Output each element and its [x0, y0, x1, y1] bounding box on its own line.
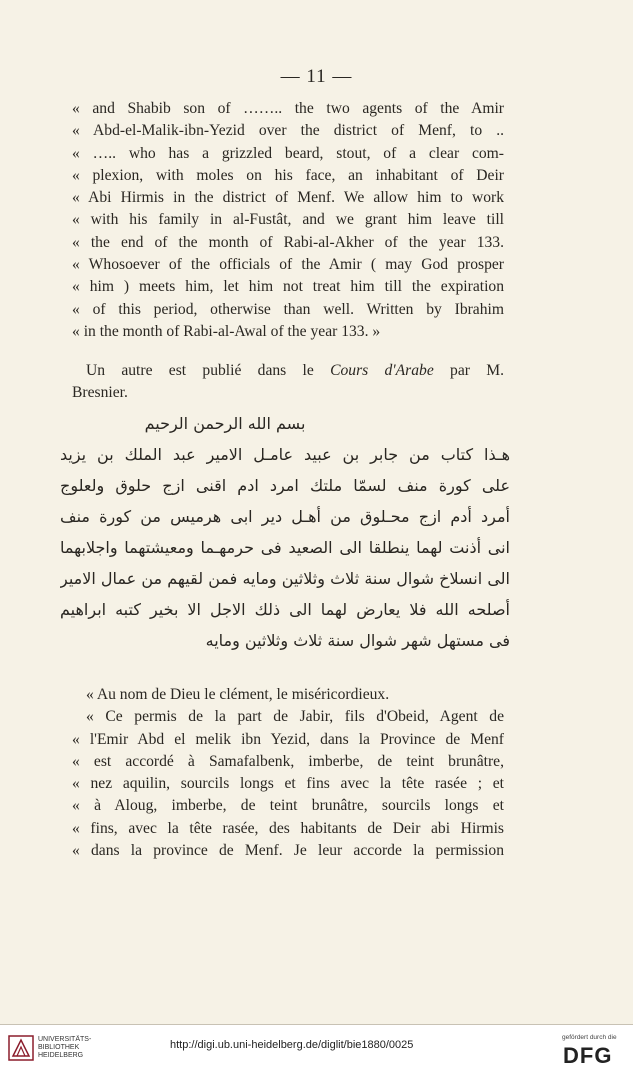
text-line: « à Aloug, imberbe, de teint brunâtre, sourcils longs et — [72, 797, 504, 815]
permalink[interactable]: http://digi.ub.uni-heidelberg.de/diglit/bie1880/0025 — [170, 1039, 414, 1051]
text-line: « Whosoever of the officials of the Amir ( may God prosper — [72, 256, 504, 274]
text-line: « fins, avec la tête rasée, des habitants de Deir abi Hirmis — [72, 819, 504, 837]
library-name-line: UNIVERSITÄTS- — [38, 1036, 92, 1043]
footer-bar — [0, 1025, 633, 1070]
text-line: « plexion, with moles on his face, an inhabitant of Deir — [72, 166, 504, 184]
text-line: « and Shabib son of …….. the two agents of the Amir — [72, 100, 504, 117]
arabic-line: أصلحه الله فلا يعارض لهما الى ذلك الاجل الا بخير كتبه ابراهيم — [60, 600, 510, 619]
french-translation — [72, 684, 504, 862]
text-line: « nez aquilin, sourcils longs et fins avec la tête rasée ; et — [72, 775, 504, 793]
text-line: « of this period, otherwise than well. Written by Ibrahim — [72, 300, 504, 318]
book-title: Cours d'Arabe — [330, 362, 434, 379]
intro-text: Un autre est publié dans le — [86, 362, 314, 379]
english-translation — [72, 98, 504, 343]
text-line: « est accordé à Samafalbenk, imberbe, de teint brunâtre, — [72, 752, 504, 770]
text-line: « Ce permis de la part de Jabir, fils d'Obeid, Agent de — [86, 708, 504, 726]
arabic-line: هـذا كتاب من جابر بن عبيد عامـل الامير عبد الملك بن يزيد — [60, 445, 510, 464]
text-line: « dans la province de Menf. Je leur accorde la permission — [72, 842, 504, 860]
arabic-line: أمرد أدم ازج محـلوق من أهـل دير ابى هرميس من كورة منف — [60, 507, 510, 526]
university-library-logo-icon — [8, 1035, 34, 1061]
arabic-text — [60, 408, 510, 656]
arabic-line: بسم الله الرحمن الرحيم — [144, 414, 306, 433]
intro-line: Bresnier. — [72, 384, 128, 402]
intro-text: par M. — [450, 362, 504, 379]
arabic-line: فى مستهل شهر شوال سنة ثلاث وثلاثين ومايه — [205, 631, 510, 650]
text-line: « him ) meets him, let him not treat him till the expiration — [72, 278, 504, 296]
intro-paragraph — [72, 360, 504, 405]
page-number: — 11 — — [280, 66, 353, 87]
dfg-logo: DFG — [563, 1043, 613, 1068]
text-line: « with his family in al-Fustât, and we grant him leave till — [72, 211, 504, 229]
text-line: « the end of the month of Rabi-al-Akher of the year 133. — [72, 233, 504, 251]
library-name — [38, 1036, 91, 1060]
intro-line — [72, 360, 504, 382]
library-name-line: BIBLIOTHEK — [38, 1044, 80, 1051]
arabic-line: انى أذنت لهما ينطلقا الى الصعيد فى حرمهـما ومعيشتهما واجلابهما — [60, 538, 510, 557]
text-line: « Abd-el-Malik-ibn-Yezid over the district of Menf, to .. — [72, 122, 504, 140]
text-line: « in the month of Rabi-al-Awal of the year 133. » — [72, 322, 381, 340]
arabic-line: على كورة منف لسمّا ملتك امرد ادم اقنى ازج حلوق ولعلوج — [60, 476, 510, 495]
text-line: « ….. who has a grizzled beard, stout, of a clear com- — [72, 144, 504, 162]
text-line: « Au nom de Dieu le clément, le miséricordieux. — [86, 686, 390, 703]
arabic-line: الى انسلاخ شوال سنة ثلاث وثلاثين ومايه فمن لقيهم من عمال الامير — [60, 569, 510, 588]
sponsor-note: gefördert durch die — [562, 1034, 617, 1041]
library-name-line: HEIDELBERG — [38, 1052, 84, 1059]
text-line: « l'Emir Abd el melik ibn Yezid, dans la Province de Menf — [72, 730, 504, 748]
text-line: « Abi Hirmis in the district of Menf. We allow him to work — [72, 189, 504, 207]
